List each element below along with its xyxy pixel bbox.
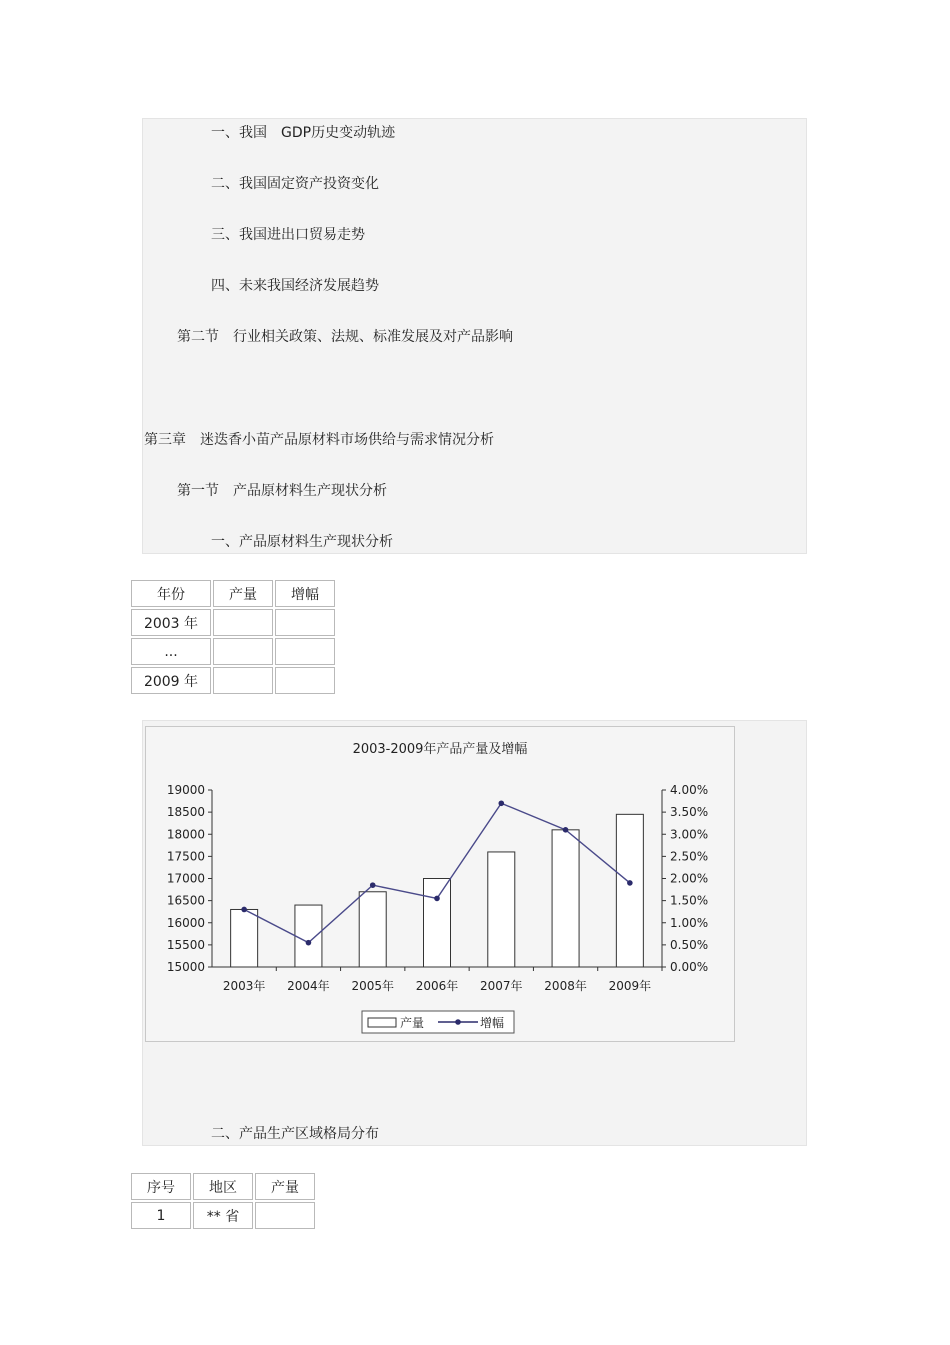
bar-production <box>616 814 643 967</box>
y-left-tick-label: 19000 <box>166 783 205 797</box>
y-left-tick-label: 16500 <box>166 893 205 908</box>
production-chart <box>146 727 734 1041</box>
table-row <box>131 609 335 636</box>
x-tick-label: 2009年 <box>608 979 652 993</box>
table-cell <box>275 667 335 694</box>
chart-frame <box>145 726 735 1042</box>
table-cell: 1 <box>131 1202 191 1229</box>
toc-section: 第二节 行业相关政策、法规、标准发展及对产品影响 <box>177 329 513 345</box>
table-header-row <box>131 580 335 607</box>
toc-item: 二、我国固定资产投资变化 <box>211 176 379 192</box>
y-right-tick-label: 0.00% <box>670 960 709 974</box>
table-header-cell: 地区 <box>193 1173 253 1200</box>
table-header-cell: 产量 <box>213 580 273 607</box>
bar-production <box>488 852 515 967</box>
bar-production <box>552 830 579 967</box>
y-right-tick-label: 3.50% <box>670 805 709 820</box>
section-title: 二、产品生产区域格局分布 <box>211 1126 379 1142</box>
toc-item: 一、我国 GDP历史变动轨迹 <box>211 125 396 141</box>
bar-production <box>424 879 451 968</box>
growth-point <box>241 907 247 913</box>
y-right-tick-label: 1.00% <box>670 915 709 930</box>
toc-item: 一、产品原材料生产现状分析 <box>211 534 393 550</box>
table-row <box>131 667 335 694</box>
y-left-tick-label: 15500 <box>166 937 205 952</box>
toc-chapter: 第三章 迷迭香小苗产品原材料市场供给与需求情况分析 <box>144 432 494 448</box>
growth-point <box>434 896 440 902</box>
toc-item: 四、未来我国经济发展趋势 <box>211 278 379 294</box>
x-tick-label: 2006年 <box>415 979 459 993</box>
region-table <box>129 1171 317 1231</box>
production-table <box>129 578 337 696</box>
growth-point <box>498 800 504 806</box>
y-left-tick-label: 15000 <box>166 960 205 974</box>
x-tick-label: 2005年 <box>351 979 394 993</box>
table-header-cell: 增幅 <box>275 580 335 607</box>
table-header-cell: 产量 <box>255 1173 315 1200</box>
y-left-tick-label: 17500 <box>166 849 205 864</box>
chart-legend <box>362 1011 514 1033</box>
x-tick-label: 2008年 <box>544 979 587 993</box>
growth-point <box>563 827 569 833</box>
legend-line-marker <box>455 1019 461 1025</box>
y-right-tick-label: 0.50% <box>670 937 709 952</box>
table-cell: 2009 年 <box>131 667 211 694</box>
growth-point <box>370 882 376 888</box>
y-left-tick-label: 18000 <box>166 827 205 842</box>
x-tick-label: 2007年 <box>480 979 523 993</box>
bar-production <box>231 909 258 967</box>
y-left-tick-label: 17000 <box>166 871 205 886</box>
table-row <box>131 1202 315 1229</box>
x-tick-label: 2003年 <box>222 979 266 993</box>
table-cell <box>213 638 273 665</box>
y-right-tick-label: 2.00% <box>670 871 709 886</box>
y-right-tick-label: 1.50% <box>670 893 709 908</box>
table-header-row <box>131 1173 315 1200</box>
y-right-tick-label: 2.50% <box>670 849 709 864</box>
legend-bar-swatch <box>368 1018 396 1027</box>
table-cell <box>255 1202 315 1229</box>
toc-section: 第一节 产品原材料生产现状分析 <box>177 483 387 499</box>
legend-label-production: 产量 <box>400 1016 425 1030</box>
y-right-tick-label: 4.00% <box>670 783 709 797</box>
bar-production <box>295 905 322 967</box>
table-cell: ... <box>131 638 211 665</box>
table-cell <box>275 638 335 665</box>
table-cell: 2003 年 <box>131 609 211 636</box>
table-cell: ** 省 <box>193 1202 253 1229</box>
growth-point <box>627 880 633 886</box>
table-header-cell: 年份 <box>131 580 211 607</box>
table-cell <box>213 667 273 694</box>
table-row <box>131 638 335 665</box>
bar-production <box>359 892 386 967</box>
y-left-tick-label: 18500 <box>166 805 205 820</box>
table-cell <box>275 609 335 636</box>
legend-label-growth: 增幅 <box>480 1016 505 1030</box>
y-left-tick-label: 16000 <box>166 915 205 930</box>
table-header-cell: 序号 <box>131 1173 191 1200</box>
y-right-tick-label: 3.00% <box>670 827 709 842</box>
chart-title: 2003-2009年产品产量及增幅 <box>352 742 528 757</box>
growth-point <box>306 940 312 946</box>
x-tick-label: 2004年 <box>287 979 330 993</box>
toc-item: 三、我国进出口贸易走势 <box>211 227 365 243</box>
table-cell <box>213 609 273 636</box>
